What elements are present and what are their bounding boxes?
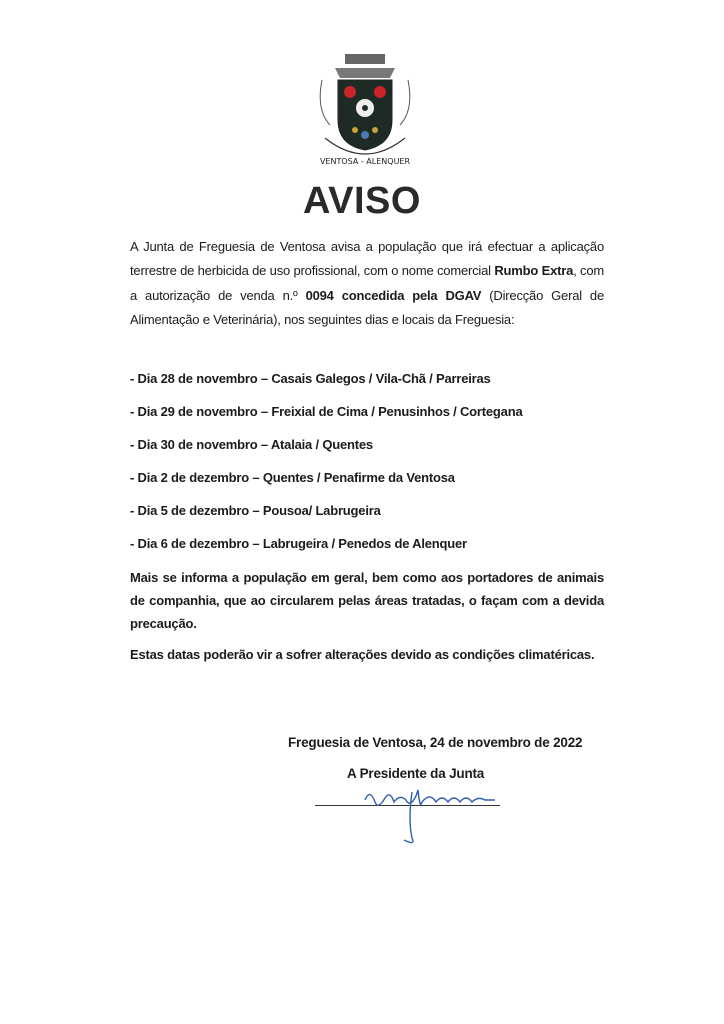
disclaimer-paragraph: Estas datas poderão vir a sofrer alterações devido as condições climatéricas. bbox=[130, 647, 595, 662]
notice-title: AVISO bbox=[303, 180, 421, 222]
authorization-number: 0094 concedida pela DGAV bbox=[305, 287, 482, 303]
schedule-list bbox=[130, 368, 604, 566]
schedule-item: - Dia 29 de novembro – Freixial de Cima / Penusinhos / Cortegana bbox=[130, 404, 523, 419]
schedule-item: - Dia 6 de dezembro – Labrugeira / Penedos de Alenquer bbox=[130, 536, 467, 551]
handwritten-signature bbox=[360, 780, 510, 850]
product-name: Rumbo Extra bbox=[494, 263, 574, 279]
schedule-item: - Dia 5 de dezembro – Pousoa/ Labrugeira bbox=[130, 503, 381, 518]
parish-coat-of-arms bbox=[310, 50, 420, 170]
place-date: Freguesia de Ventosa, 24 de novembro de 2022 bbox=[288, 735, 583, 750]
intro-paragraph: A Junta de Freguesia de Ventosa avisa a população que irá efectuar a aplicação terrestre de herbicida de uso profissional, com o nome comercial Rumbo Extra, com a autorização de venda n.º 0094 concedida pela DGAV (Direcção Geral de Alimentação e Veterinária), nos seguintes dias e locais da Freguesia: bbox=[130, 239, 604, 327]
schedule-item: - Dia 2 de dezembro – Quentes / Penafirme da Ventosa bbox=[130, 470, 455, 485]
schedule-item: - Dia 28 de novembro – Casais Galegos / Vila-Chã / Parreiras bbox=[130, 371, 491, 386]
schedule-item: - Dia 30 de novembro – Atalaia / Quentes bbox=[130, 437, 373, 452]
svg-text:VENTOSA - ALENQUER: VENTOSA - ALENQUER bbox=[319, 157, 411, 166]
precaution-paragraph: Mais se informa a população em geral, bem como aos portadores de animais de companhia, que ao circularem pelas áreas tratadas, o façam com a devida precaução. bbox=[130, 570, 604, 631]
signatory-title: A Presidente da Junta bbox=[347, 766, 485, 781]
